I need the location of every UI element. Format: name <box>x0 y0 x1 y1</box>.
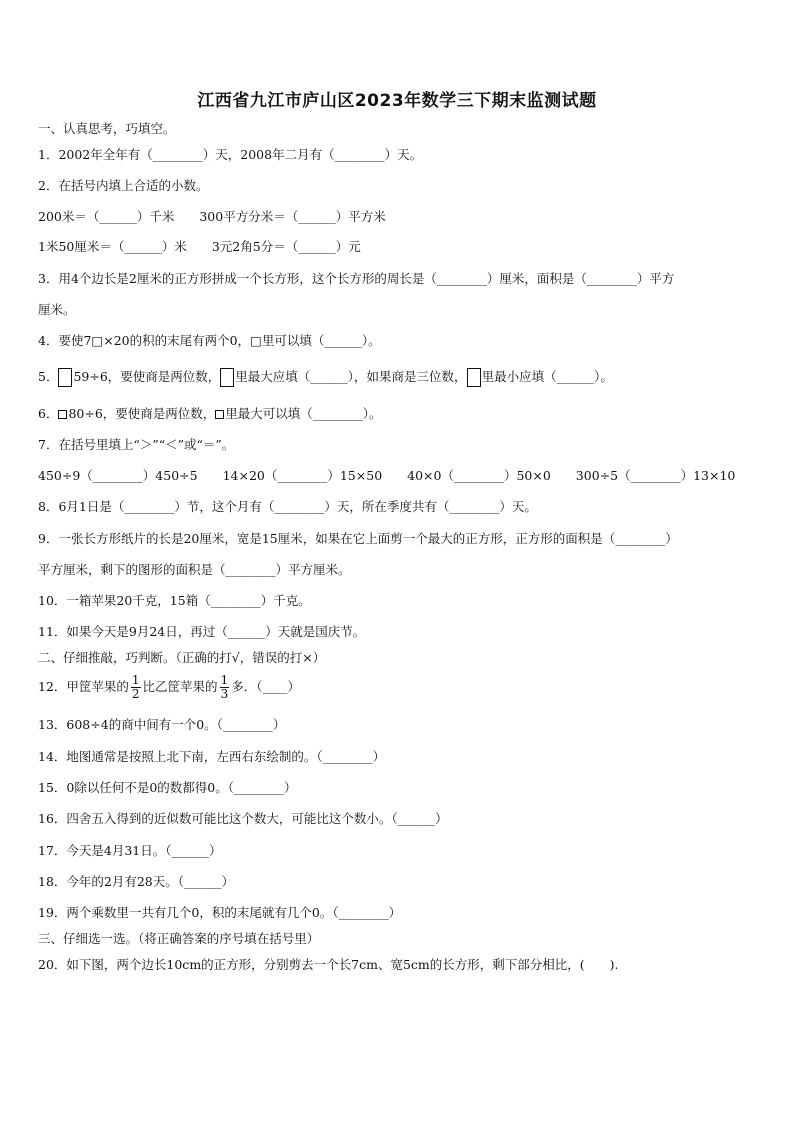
question-12-part-b: 比乙筐苹果的 <box>142 679 218 694</box>
question-13: 13．608÷4的商中间有一个0。（________） <box>38 717 286 732</box>
question-6 <box>38 405 382 423</box>
fraction-one-third <box>220 674 230 701</box>
question-20: 20．如下图，两个边长10cm的正方形，分别剪去一个长7cm、宽5cm的长方形，剩下部分相比，( ). <box>38 957 619 972</box>
section-1-heading: 一、认真思考，巧填空。 <box>38 121 176 136</box>
page-title: 江西省九江市庐山区2023年数学三下期末监测试题 <box>197 91 597 111</box>
section-2-heading: 二、仔细推敲，巧判断。（正确的打√，错误的打×） <box>38 650 326 665</box>
question-9-line-a: 9．一张长方形纸片的长是20厘米，宽是15厘米，如果在它上面剪一个最大的正方形，正方形的面积是（________） <box>38 531 678 546</box>
question-15: 15．0除以任何不是0的数都得0。（________） <box>38 780 297 795</box>
question-5-number: 5． <box>38 369 59 384</box>
question-2-line-b: 1米50厘米＝（______）米 3元2角5分＝（______）元 <box>38 239 361 254</box>
question-3-line-a: 3．用4个边长是2厘米的正方形拼成一个长方形，这个长方形的周长是（________）厘米，面积是（________）平方 <box>38 271 675 286</box>
question-2-line-a: 200米＝（______）千米 300平方分米＝（______）平方米 <box>38 209 386 224</box>
question-1: 1．2002年全年有（________）天，2008年二月有（________）天。 <box>38 147 423 162</box>
blank-box-icon <box>467 368 481 387</box>
fraction-denominator: 3 <box>220 687 229 701</box>
question-3-line-b: 厘米。 <box>38 302 76 317</box>
question-6-part-b: 里最大可以填（________）。 <box>225 406 382 421</box>
blank-box-icon <box>58 368 72 387</box>
question-18: 18．今年的2月有28天。（______） <box>38 874 235 889</box>
question-11: 11．如果今天是9月24日，再过（______）天就是国庆节。 <box>38 624 366 639</box>
question-5-part-a: 59÷6，要使商是两位数， <box>73 369 221 384</box>
blank-box-icon <box>58 410 67 419</box>
question-19: 19．两个乘数里一共有几个0，积的末尾就有几个0。（________） <box>38 905 402 920</box>
question-5-part-b: 里最大应填（______），如果商是三位数， <box>235 369 467 384</box>
question-17: 17．今天是4月31日。（______） <box>38 843 222 858</box>
blank-box-icon <box>220 368 234 387</box>
question-8: 8．6月1日是（________）节，这个月有（________）天，所在季度共有（________）天。 <box>38 499 537 514</box>
question-4: 4．要使7□×20的积的末尾有两个0，□里可以填（______）。 <box>38 333 381 348</box>
question-12 <box>38 670 300 704</box>
question-6-number: 6． <box>38 406 59 421</box>
question-5-part-c: 里最小应填（______）。 <box>481 369 613 384</box>
section-3-heading: 三、仔细选一选。（将正确答案的序号填在括号里） <box>38 931 320 946</box>
question-16: 16．四舍五入得到的近似数可能比这个数大，可能比这个数小。（______） <box>38 811 448 826</box>
question-6-part-a: 80÷6，要使商是两位数， <box>68 406 216 421</box>
question-9-line-b: 平方厘米，剩下的图形的面积是（________）平方厘米。 <box>38 562 351 577</box>
blank-box-icon <box>215 410 224 419</box>
question-12-part-a: 12．甲筐苹果的 <box>38 679 129 694</box>
question-7: 7．在括号里填上“＞”“＜”或“＝”。 <box>38 437 235 452</box>
fraction-numerator: 1 <box>131 673 140 687</box>
fraction-denominator: 2 <box>131 687 140 701</box>
question-2: 2．在括号内填上合适的小数。 <box>38 178 209 193</box>
question-7-line-a: 450÷9（________）450÷5 14×20（________）15×50 40×0（________）50×0 300÷5（________）13×10 <box>38 468 736 483</box>
question-5 <box>38 368 613 387</box>
fraction-one-half <box>131 674 141 701</box>
question-14: 14．地图通常是按照上北下南，左西右东绘制的。（________） <box>38 749 386 764</box>
fraction-numerator: 1 <box>220 673 229 687</box>
question-10: 10．一箱苹果20千克，15箱（________）千克。 <box>38 593 311 608</box>
question-12-part-c: 多．（____） <box>231 679 300 694</box>
